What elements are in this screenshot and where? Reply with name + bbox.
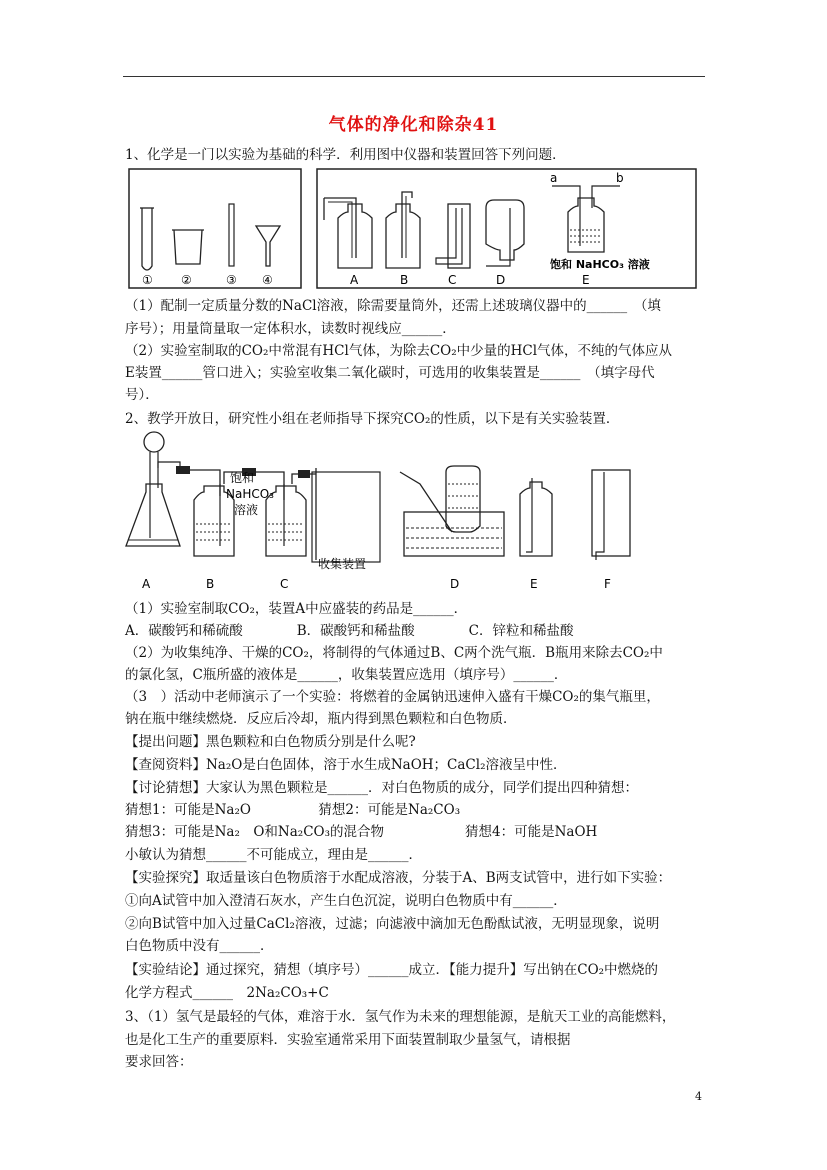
bottle-e2-icon: [520, 478, 552, 556]
funnel-icon: [256, 226, 280, 266]
fig2-label-D: D: [450, 577, 460, 591]
q1-intro: 1、化学是一门以实验为基础的科学．利用图中仪器和装置回答下列问题．: [125, 147, 566, 163]
q2-line-5: 钠在瓶中继续燃烧．反应后冷却，瓶内得到黑色颗粒和白色物质．: [125, 711, 517, 727]
collection-box: [312, 472, 380, 562]
q2-line-7: 【查阅资料】Na₂O是白色固体，溶于水生成NaOH；CaCl₂溶液呈中性．: [125, 757, 567, 773]
figure-2-apparatus: [120, 428, 640, 594]
q2-line-0: （1）实验室制取CO₂，装置A中应盛装的药品是______．: [125, 601, 468, 617]
q2-line-12: 【实验探究】取适量该白色物质溶于水配成溶液，分装于A、B两支试管中，进行如下实验：: [125, 870, 672, 886]
label-A: A: [350, 273, 359, 287]
q3-line-0: 3、（1）氢气是最轻的气体，难溶于水．氢气作为未来的理想能源，是航天工业的高能燃料，: [125, 1009, 676, 1025]
e-solution-label: 饱和 NaHCO₃ 溶液: [550, 258, 650, 271]
page-title: 气体的净化和除杂41: [328, 115, 499, 135]
label-1: ①: [142, 273, 153, 287]
b-label-1: 饱和: [230, 471, 255, 485]
beaker-icon: [174, 230, 202, 264]
q1-line-2a: （2）实验室制取的CO₂中常混有HCl气体，为除去CO₂中少量的HCl气体，不纯的气体应从: [125, 343, 673, 359]
q2-line-13: ①向A试管中加入澄清石灰水，产生白色沉淀，说明白色物质中有______．: [125, 893, 567, 909]
q2-line-9: 猜想1：可能是Na₂O 猜想2：可能是Na₂CO₃: [125, 802, 461, 818]
label-3: ③: [226, 273, 237, 287]
figure-1-apparatus: [316, 168, 698, 290]
bottle-e-icon: [550, 171, 650, 271]
q3-line-1: 也是化工生产的重要原料．实验室通常采用下面装置制取少量氢气，请根据: [125, 1032, 571, 1048]
b-label-3: 溶液: [234, 503, 259, 517]
test-tube-icon: [142, 208, 152, 270]
fig2-label-E: E: [530, 577, 538, 591]
figure-1-instruments: [128, 168, 303, 290]
label-C: C: [448, 273, 457, 287]
bottle-a-icon: [324, 198, 372, 268]
fig2-label-A: A: [142, 577, 151, 591]
fig2-label-F: F: [604, 577, 611, 591]
label-4: ④: [262, 273, 273, 287]
port-b-label: b: [616, 171, 624, 185]
q2-line-1: A．碳酸钙和稀硫酸 B．碳酸钙和稀盐酸 C．锌粒和稀盐酸: [125, 623, 574, 639]
q2-line-8: 【讨论猜想】大家认为黑色颗粒是______．对白色物质的成分，同学们提出四种猜想：: [125, 780, 638, 796]
label-B: B: [400, 273, 409, 287]
q2-line-14: ②向B试管中加入过量CaCl₂溶液，过滤；向滤液中滴加无色酚酞试液，无明显现象，说明: [125, 916, 660, 932]
q1-line-1a: （1）配制一定质量分数的NaCl溶液，除需要量筒外，还需上述玻璃仪器中的______ （填: [125, 298, 661, 314]
q2-line-17: 化学方程式______ 2Na₂CO₃+C: [125, 985, 329, 1001]
fig2-label-B: B: [206, 577, 215, 591]
bottle-b-icon: [386, 192, 420, 268]
q1-line-1b: 序号）；用量筒量取一定体积水，读数时视线应______．: [125, 321, 456, 337]
bottle-c-icon: [436, 204, 470, 268]
q2-line-15: 白色物质中没有______．: [125, 938, 274, 954]
header-rule: [123, 76, 705, 77]
b-label-2: NaHCO₃: [226, 487, 274, 501]
q2-line-2: （2）为收集纯净、干燥的CO₂，将制得的气体通过B、C两个洗气瓶．B瓶用来除去CO₂中: [125, 645, 663, 661]
q1-line-2b: E装置______管口进入；实验室收集二氧化碳时，可选用的收集装置是______ （填字母代: [125, 365, 655, 381]
q2-intro: 2、教学开放日，研究性小组在老师指导下探究CO₂的性质，以下是有关实验装置．: [125, 411, 620, 427]
q2-line-10: 猜想3：可能是Na₂ O和Na₂CO₃的混合物 猜想4：可能是NaOH: [125, 824, 598, 840]
fig2-label-C: C: [280, 577, 289, 591]
q1-line-2c: 号）．: [125, 387, 159, 403]
collect-label: 收集装置: [318, 557, 367, 571]
q2-line-6: 【提出问题】黑色颗粒和白色物质分别是什么呢?: [125, 734, 416, 750]
trough-d-icon: [400, 466, 504, 556]
label-D: D: [496, 273, 506, 287]
label-E: E: [582, 273, 590, 287]
q3-line-2: 要求回答：: [125, 1054, 193, 1070]
port-a-label: a: [550, 171, 558, 185]
flask-a-icon: [126, 432, 180, 546]
q2-line-11: 小敏认为猜想______不可能成立，理由是______．: [125, 847, 422, 863]
q2-line-4: （3 ）活动中老师演示了一个实验：将燃着的金属钠迅速伸入盛有干燥CO₂的集气瓶里，: [125, 689, 660, 705]
bottle-d-icon: [486, 200, 524, 266]
q2-line-3: 的氯化氢，C瓶所盛的液体是______，收集装置应选用（填序号）______．: [125, 667, 568, 683]
glass-rod-icon: [229, 204, 234, 266]
bottle-f-icon: [592, 470, 630, 560]
label-2: ②: [181, 273, 192, 287]
page-number: 4: [695, 1090, 702, 1103]
q2-line-16: 【实验结论】通过探究，猜想（填序号）______成立．【能力提升】写出钠在CO₂中燃烧的: [125, 962, 659, 978]
